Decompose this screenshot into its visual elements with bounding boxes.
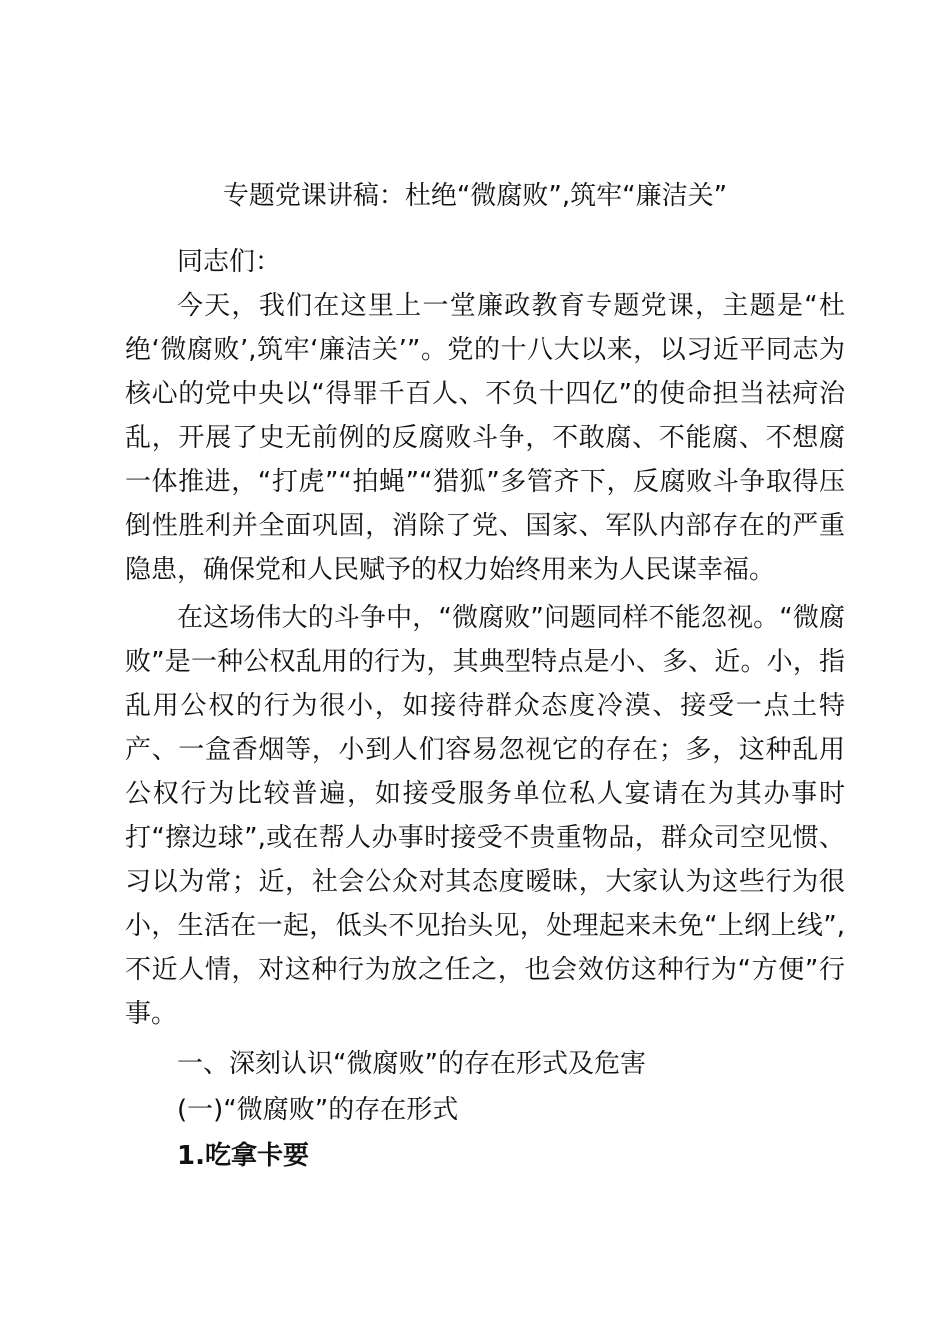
- paragraph-line: 产、一盒香烟等，小到人们容易忽视它的存在；多，这种乱用: [125, 735, 845, 765]
- salutation: 同志们：: [177, 247, 282, 277]
- document-title: 专题党课讲稿：杜绝“微腐败”,筑牢“廉洁关”: [222, 181, 728, 211]
- subsection-heading: (一)“微腐败”的存在形式: [177, 1095, 459, 1125]
- paragraph-line: 习以为常；近，社会公众对其态度暧昧，大家认为这些行为很: [125, 867, 845, 897]
- paragraph-2: [125, 596, 845, 1036]
- paragraph-line: 核心的党中央以“得罪千百人、不负十四亿”的使命担当祛疴治: [125, 379, 845, 409]
- paragraph-line: 小，生活在一起，低头不见抬头见，处理起来未免“上纲上线”,: [125, 911, 845, 941]
- paragraph-line: 在这场伟大的斗争中，“微腐败”问题同样不能忽视。“微腐: [177, 603, 845, 633]
- paragraph-line: 乱用公权的行为很小，如接待群众态度冷漠、接受一点土特: [125, 691, 845, 721]
- paragraph-line: 打“擦边球”,或在帮人办事时接受不贵重物品，群众司空见惯、: [125, 823, 845, 853]
- paragraph-line: 倒性胜利并全面巩固，消除了党、国家、军队内部存在的严重: [125, 511, 845, 541]
- paragraph-1: [125, 284, 845, 592]
- paragraph-line: 隐患，确保党和人民赋予的权力始终用来为人民谋幸福。: [125, 555, 776, 585]
- paragraph-line: 事。: [125, 999, 178, 1029]
- paragraph-line: 不近人情，对这种行为放之任之，也会效仿这种行为“方便”行: [125, 955, 845, 985]
- paragraph-line: 败”是一种公权乱用的行为，其典型特点是小、多、近。小，指: [125, 647, 845, 677]
- section-heading: 一、深刻认识“微腐败”的存在形式及危害: [177, 1049, 646, 1079]
- paragraph-line: 公权行为比较普遍，如接受服务单位私人宴请在为其办事时: [125, 779, 845, 809]
- paragraph-line: 今天，我们在这里上一堂廉政教育专题党课，主题是“杜: [177, 291, 845, 321]
- paragraph-line: 乱，开展了史无前例的反腐败斗争，不敢腐、不能腐、不想腐: [125, 423, 845, 453]
- paragraph-line: 一体推进，“打虎”“拍蝇”“猎狐”多管齐下，反腐败斗争取得压: [125, 467, 845, 497]
- paragraph-line: 绝‘微腐败’,筑牢‘廉洁关’”。党的十八大以来，以习近平同志为: [125, 335, 845, 365]
- item-heading: 1.吃拿卡要: [177, 1141, 309, 1171]
